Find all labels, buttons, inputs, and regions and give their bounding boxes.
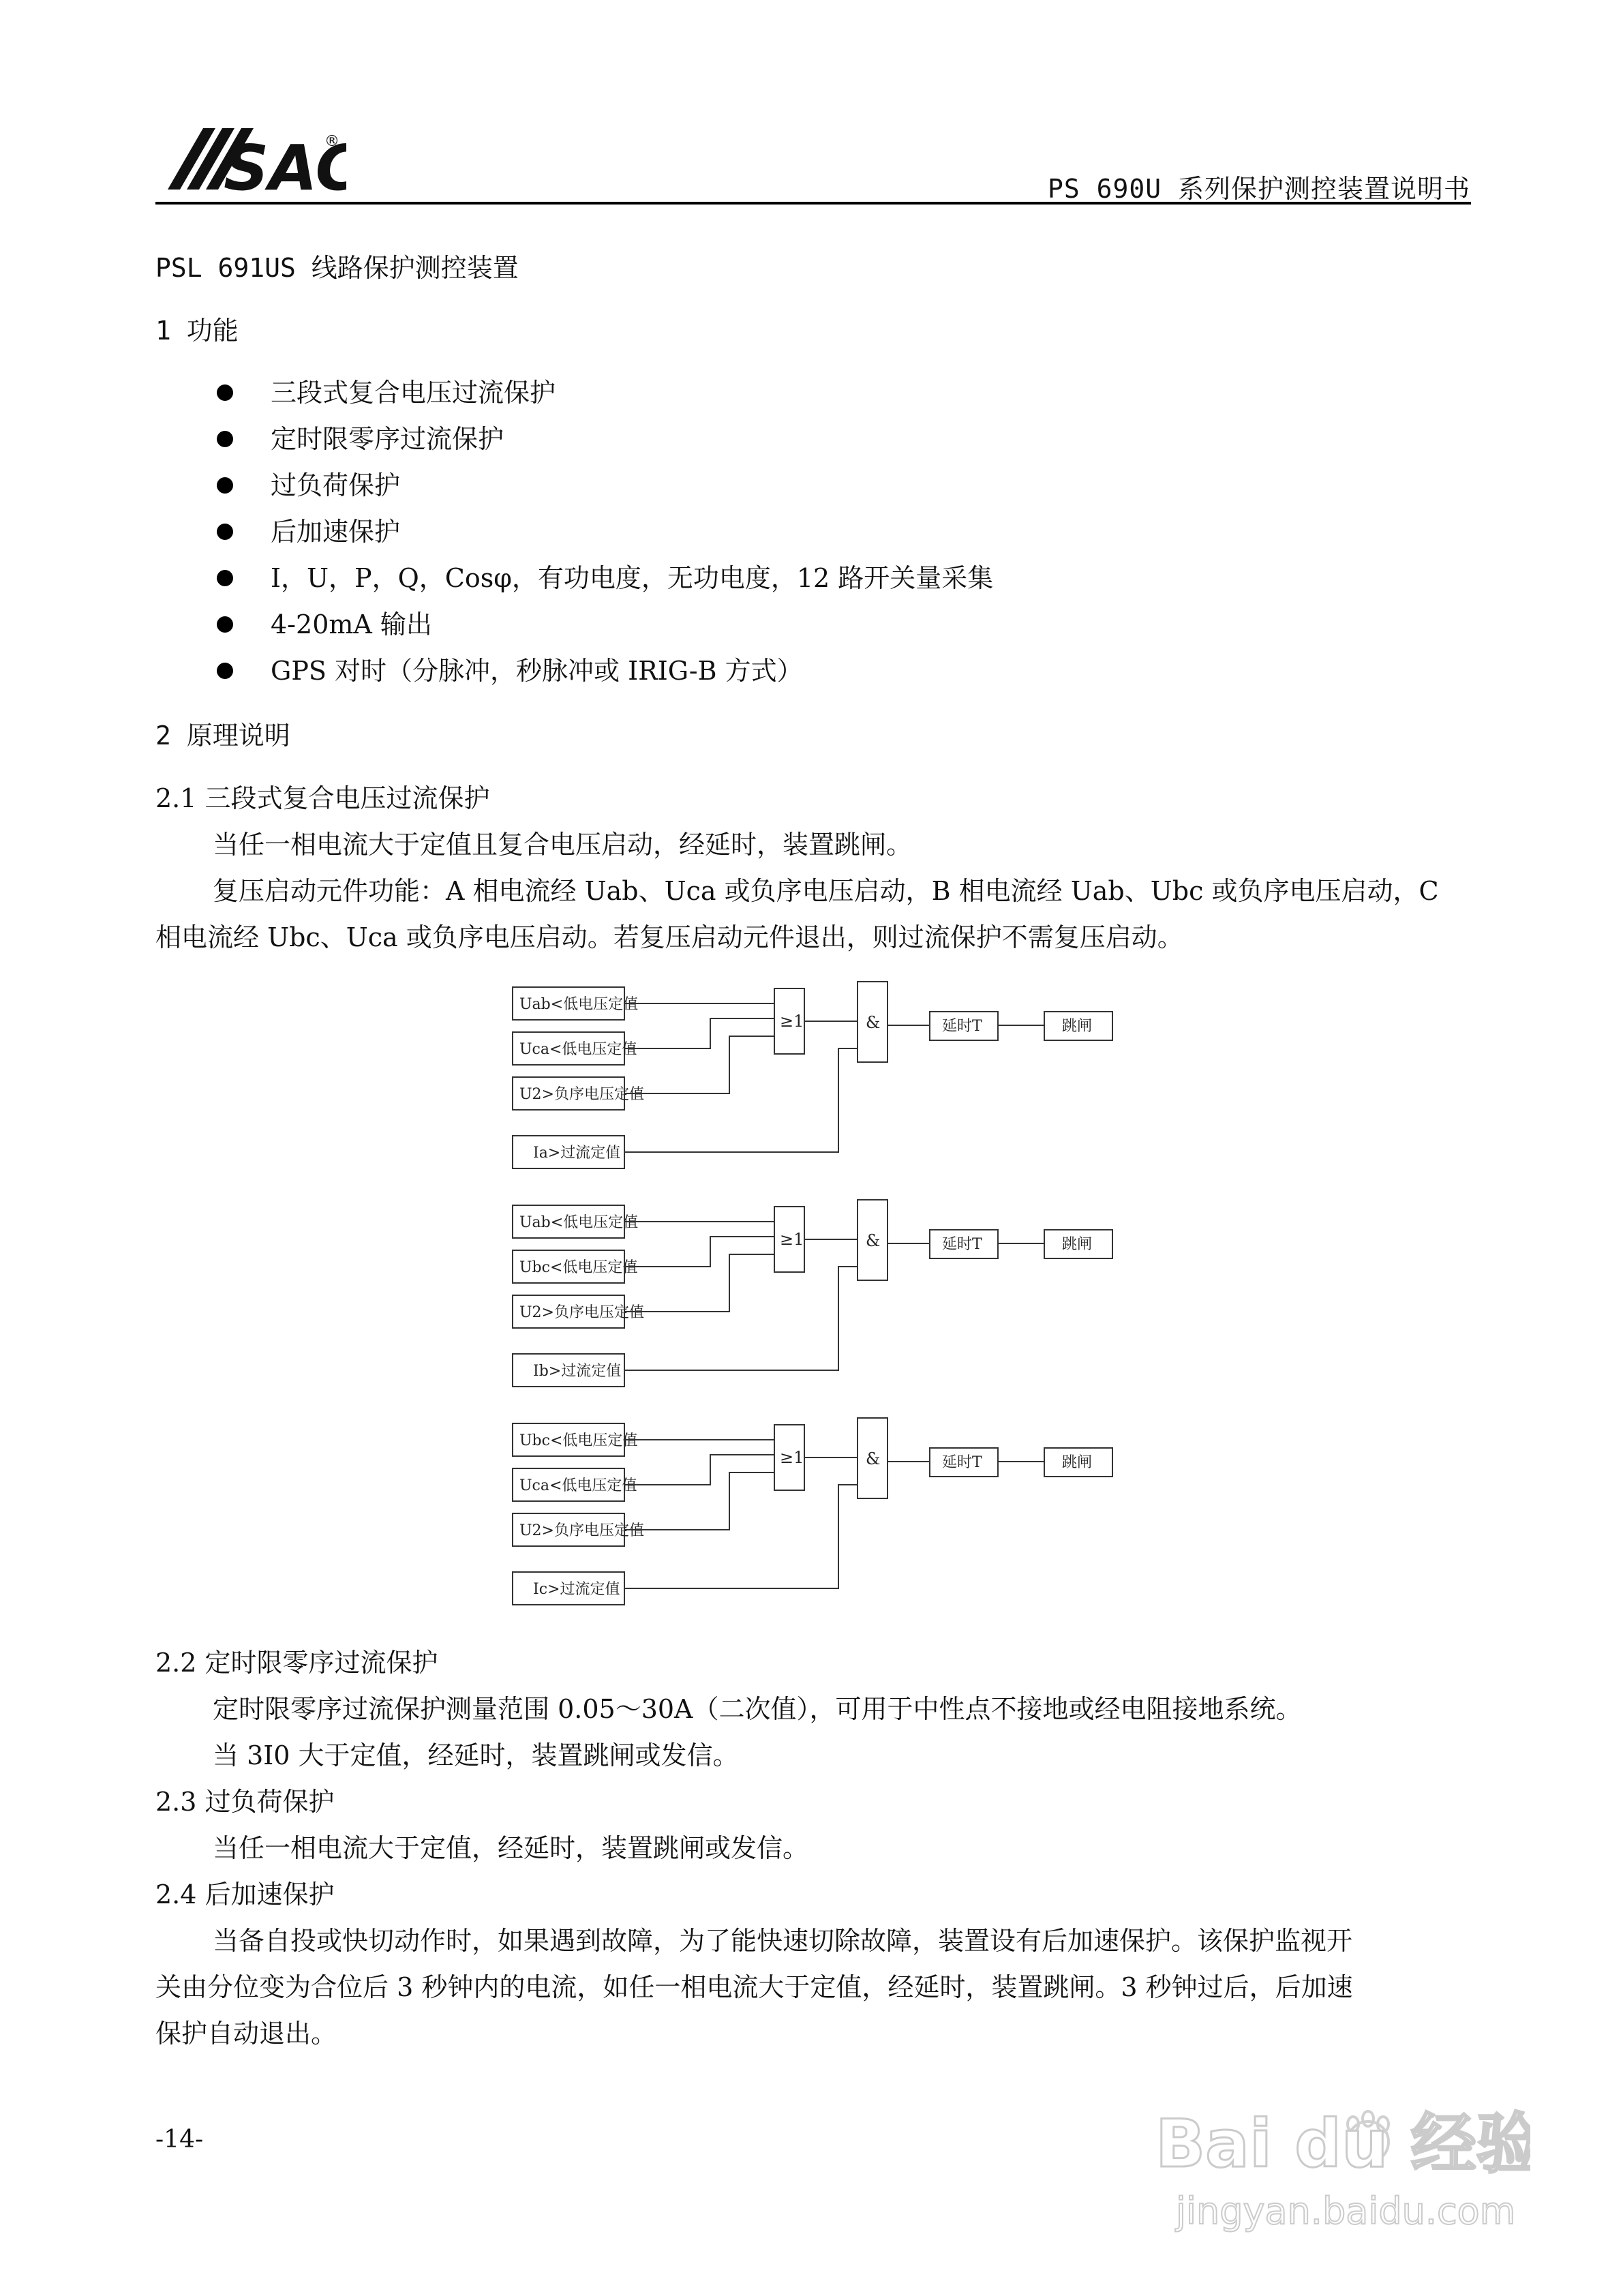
section-2-3-heading: 2.3 过负荷保护	[155, 1787, 335, 1817]
section-2-1-heading: 2.1 三段式复合电压过流保护	[155, 783, 490, 813]
bullet-icon	[217, 570, 233, 586]
paragraph: 定时限零序过流保护测量范围 0.05～30A（二次值），可用于中性点不接地或经电阻接地系统。	[213, 1694, 1302, 1724]
trip-label: 跳闸	[1062, 1018, 1093, 1035]
trip-label: 跳闸	[1062, 1454, 1093, 1471]
watermark-brand: Bai du 经验	[1155, 2106, 1530, 2182]
logo-text: SA	[224, 132, 316, 202]
delay-label: 延时T	[942, 1018, 982, 1035]
bullet-icon	[217, 663, 233, 679]
input-label: Ubc<低电压定值	[519, 1259, 638, 1276]
input-label: Uab<低电压定值	[519, 1214, 639, 1231]
registered-mark: ®	[324, 133, 339, 150]
and-gate-label: &	[866, 1013, 881, 1032]
trip-label: 跳闸	[1062, 1236, 1093, 1253]
paragraph: 保护自动退出。	[155, 2019, 337, 2049]
input-label: Uca<低电压定值	[519, 1041, 637, 1058]
function-item: GPS 对时（分脉冲，秒脉冲或 IRIG-B 方式）	[271, 656, 803, 686]
watermark-url: jingyan.baidu.com	[1176, 2190, 1516, 2233]
input-label: U2>负序电压定值	[519, 1304, 644, 1321]
logic-block-c	[513, 1418, 1112, 1605]
input-label: Uab<低电压定值	[519, 996, 639, 1013]
section1-heading: 1 功能	[155, 316, 239, 346]
bullet-icon	[217, 384, 233, 401]
paragraph: 当任一相电流大于定值，经延时，装置跳闸或发信。	[213, 1833, 809, 1863]
header-divider	[155, 202, 1471, 205]
header-title: PS 690U 系列保护测控装置说明书	[1047, 174, 1470, 204]
section-2-4-heading: 2.4 后加速保护	[155, 1879, 335, 1909]
input-label: Ia>过流定值	[533, 1145, 621, 1162]
function-item: 三段式复合电压过流保护	[271, 378, 556, 408]
paragraph: 关由分位变为合位后 3 秒钟内的电流，如任一相电流大于定值，经延时，装置跳闸。3 秒钟过后，后加速	[155, 1972, 1353, 2002]
function-item: 后加速保护	[271, 517, 401, 547]
page-number: -14-	[155, 2126, 204, 2154]
sac-logo	[155, 115, 346, 202]
bullet-icon	[217, 431, 233, 447]
input-label: Ic>过流定值	[533, 1581, 620, 1598]
and-gate-label: &	[866, 1231, 881, 1250]
baidu-watermark	[1149, 2079, 1530, 2243]
function-item: 4-20mA 输出	[271, 609, 432, 639]
paragraph: 当任一相电流大于定值且复合电压启动，经延时，装置跳闸。	[213, 830, 913, 860]
function-item: 过负荷保护	[271, 470, 401, 500]
input-label: Ubc<低电压定值	[519, 1432, 638, 1449]
function-item: I，U，P，Q，Cosφ，有功电度，无功电度，12 路开关量采集	[271, 563, 994, 593]
logic-diagram	[504, 976, 1118, 1617]
bullet-icon	[217, 477, 233, 494]
input-label: U2>负序电压定值	[519, 1522, 644, 1539]
or-gate-label: ≥1	[780, 1230, 804, 1249]
input-label: Uca<低电压定值	[519, 1477, 637, 1494]
delay-label: 延时T	[942, 1236, 982, 1253]
or-gate-label: ≥1	[780, 1012, 804, 1031]
logic-block-a	[513, 982, 1112, 1168]
paragraph: 相电流经 Ubc、Uca 或负序电压启动。若复压启动元件退出，则过流保护不需复压启动。	[155, 922, 1183, 952]
function-item: 定时限零序过流保护	[271, 424, 504, 454]
and-gate-label: &	[866, 1449, 881, 1468]
section2-heading: 2 原理说明	[155, 721, 290, 751]
paragraph: 当备自投或快切动作时，如果遇到故障，为了能快速切除故障，装置设有后加速保护。该保护监视开	[213, 1926, 1353, 1956]
doc-title: PSL 691US 线路保护测控装置	[155, 253, 519, 283]
paragraph: 当 3I0 大于定值，经延时，装置跳闸或发信。	[213, 1740, 739, 1770]
delay-label: 延时T	[942, 1454, 982, 1471]
bullet-icon	[217, 524, 233, 540]
input-label: U2>负序电压定值	[519, 1086, 644, 1103]
or-gate-label: ≥1	[780, 1448, 804, 1467]
logic-block-b	[513, 1200, 1112, 1387]
section-2-2-heading: 2.2 定时限零序过流保护	[155, 1648, 438, 1678]
paragraph: 复压启动元件功能：A 相电流经 Uab、Uca 或负序电压启动，B 相电流经 Uab、Ubc 或负序电压启动，C	[213, 876, 1439, 906]
bullet-icon	[217, 616, 233, 633]
input-label: Ib>过流定值	[533, 1363, 622, 1380]
